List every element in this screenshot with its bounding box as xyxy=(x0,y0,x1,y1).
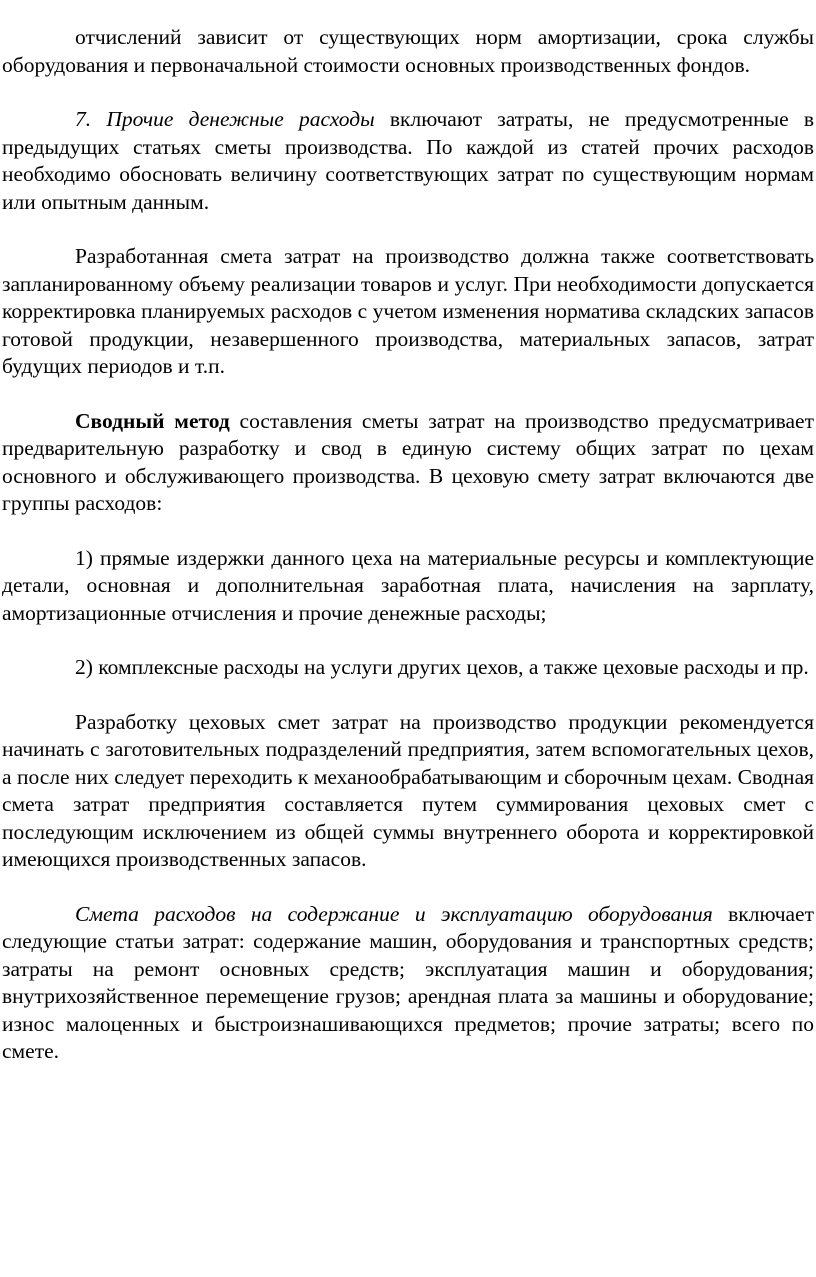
paragraph-text: 1) прямые издержки данного цеха на материальные ресурсы и комплектующие детали, основная и дополнительная заработная плата, начисления на зарплату, амортизационные отчисления и прочие денежные расходы; xyxy=(2,545,814,625)
paragraph-summary-method xyxy=(2,408,814,518)
paragraph-direct-costs xyxy=(2,545,814,628)
paragraph-text: Разработанная смета затрат на производство должна также соответствовать запланированному объему реализации товаров и услуг. При необходимости допускается корректировка планируемых расходов с учетом изменения норматива складских запасов готовой продукции, незавершенного производства, материальных запасов, затрат будущих периодов и т.п. xyxy=(2,244,814,378)
paragraph-bold-term: Сводный метод xyxy=(75,408,230,433)
paragraph-text: включает следующие статьи затрат: содержание машин, оборудования и транспортных средств; затраты на ремонт основных средств; эксплуатация машин и оборудования; внутрихозяйственное перемещение грузов; арендная плата за машины и оборудование; износ малоценных и быстроизнашивающихся предметов; прочие затраты; всего по смете. xyxy=(2,901,814,1063)
paragraph-complex-costs xyxy=(2,654,814,682)
paragraph-other-expenses xyxy=(2,106,814,216)
paragraph-italic-heading: Смета расходов на содержание и эксплуатацию оборудования xyxy=(75,901,713,926)
paragraph-text: составления сметы затрат на производство предусматривает предварительную разработку и свод в единую систему общих затрат по цехам основного и обслуживающего производства. В цеховую смету затрат включаются две группы расходов: xyxy=(2,408,814,515)
paragraph-text: отчислений зависит от существующих норм амортизации, срока службы оборудования и первоначальной стоимости основных производственных фондов. xyxy=(2,25,814,77)
paragraph-workshop-estimates xyxy=(2,709,814,874)
paragraph-text: включают затраты, не предусмотренные в предыдущих статьях сметы производства. По каждой из статей прочих расходов необходимо обосновать величину соответствующих затрат по существующим нормам или опытным данным. xyxy=(2,107,814,214)
paragraph-text: 2) комплексные расходы на услуги других цехов, а также цеховые расходы и пр. xyxy=(75,655,809,679)
paragraph-italic-heading: 7. Прочие денежные расходы xyxy=(75,107,375,131)
paragraph-equipment-estimate xyxy=(2,901,814,1066)
paragraph-estimate-correspondence xyxy=(2,243,814,381)
paragraph-depreciation-continuation xyxy=(2,24,814,79)
paragraph-text: Разработку цеховых смет затрат на производство продукции рекомендуется начинать с заготовительных подразделений предприятия, затем вспомогательных цехов, а после них следует переходить к механообрабатывающим и сборочным цехам. Сводная смета затрат предприятия составляется путем суммирования цеховых смет с последующим исключением из общей суммы внутреннего оборота и корректировкой имеющихся производственных запасов. xyxy=(2,709,814,871)
